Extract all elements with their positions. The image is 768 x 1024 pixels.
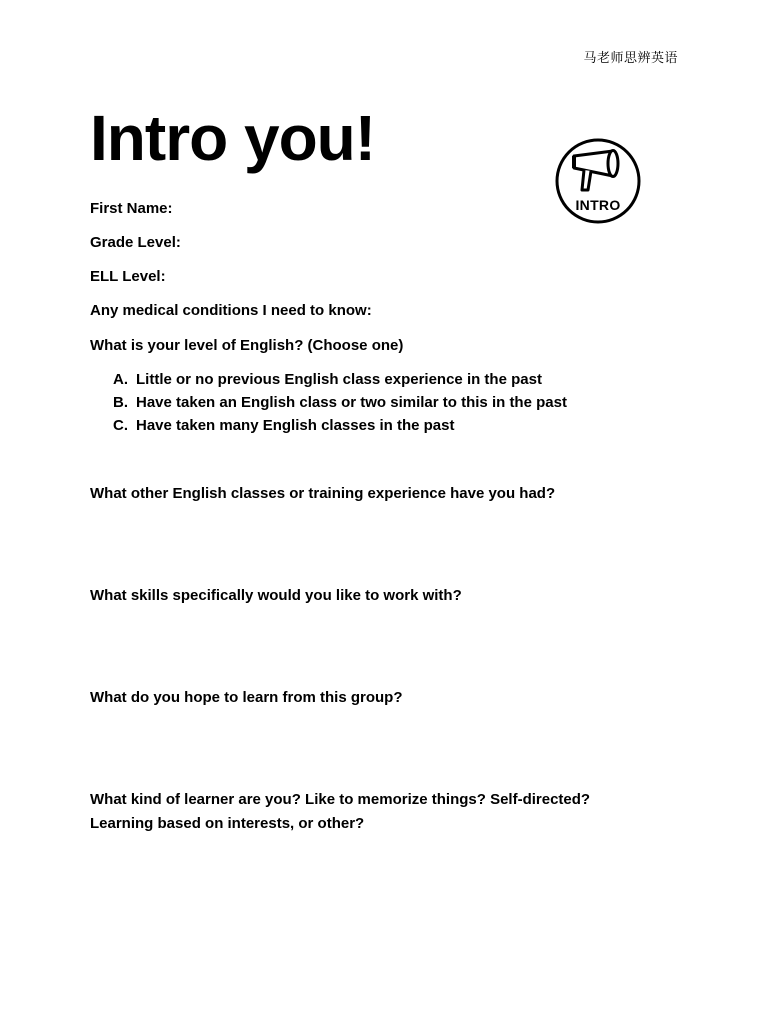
option-b (113, 391, 567, 414)
option-text: Have taken many English classes in the past (136, 417, 455, 434)
option-letter: B. (113, 394, 128, 411)
medical-conditions-label: Any medical conditions I need to know: (90, 302, 372, 319)
english-level-options (113, 368, 567, 437)
english-level-question: What is your level of English? (Choose one) (90, 337, 404, 354)
question-hope: What do you hope to learn from this group? (90, 689, 403, 706)
option-letter: C. (113, 417, 128, 434)
option-text: Have taken an English class or two similar to this in the past (136, 394, 567, 411)
badge-label: INTRO (575, 197, 621, 213)
first-name-label: First Name: (90, 200, 173, 217)
grade-level-label: Grade Level: (90, 234, 181, 251)
option-a (113, 368, 567, 391)
question-learner-type-continued: Learning based on interests, or other? (90, 815, 365, 832)
ell-level-label: ELL Level: (90, 268, 166, 285)
question-skills: What skills specifically would you like to work with? (90, 587, 462, 604)
option-letter: A. (113, 371, 128, 388)
intro-badge (555, 138, 641, 224)
option-c (113, 414, 567, 437)
question-learner-type: What kind of learner are you? Like to memorize things? Self-directed? (90, 791, 591, 808)
header-note: 马老师思辨英语 (583, 51, 678, 66)
option-text: Little or no previous English class experience in the past (136, 371, 542, 388)
page-title: Intro you! (90, 102, 376, 174)
question-training: What other English classes or training experience have you had? (90, 485, 556, 502)
